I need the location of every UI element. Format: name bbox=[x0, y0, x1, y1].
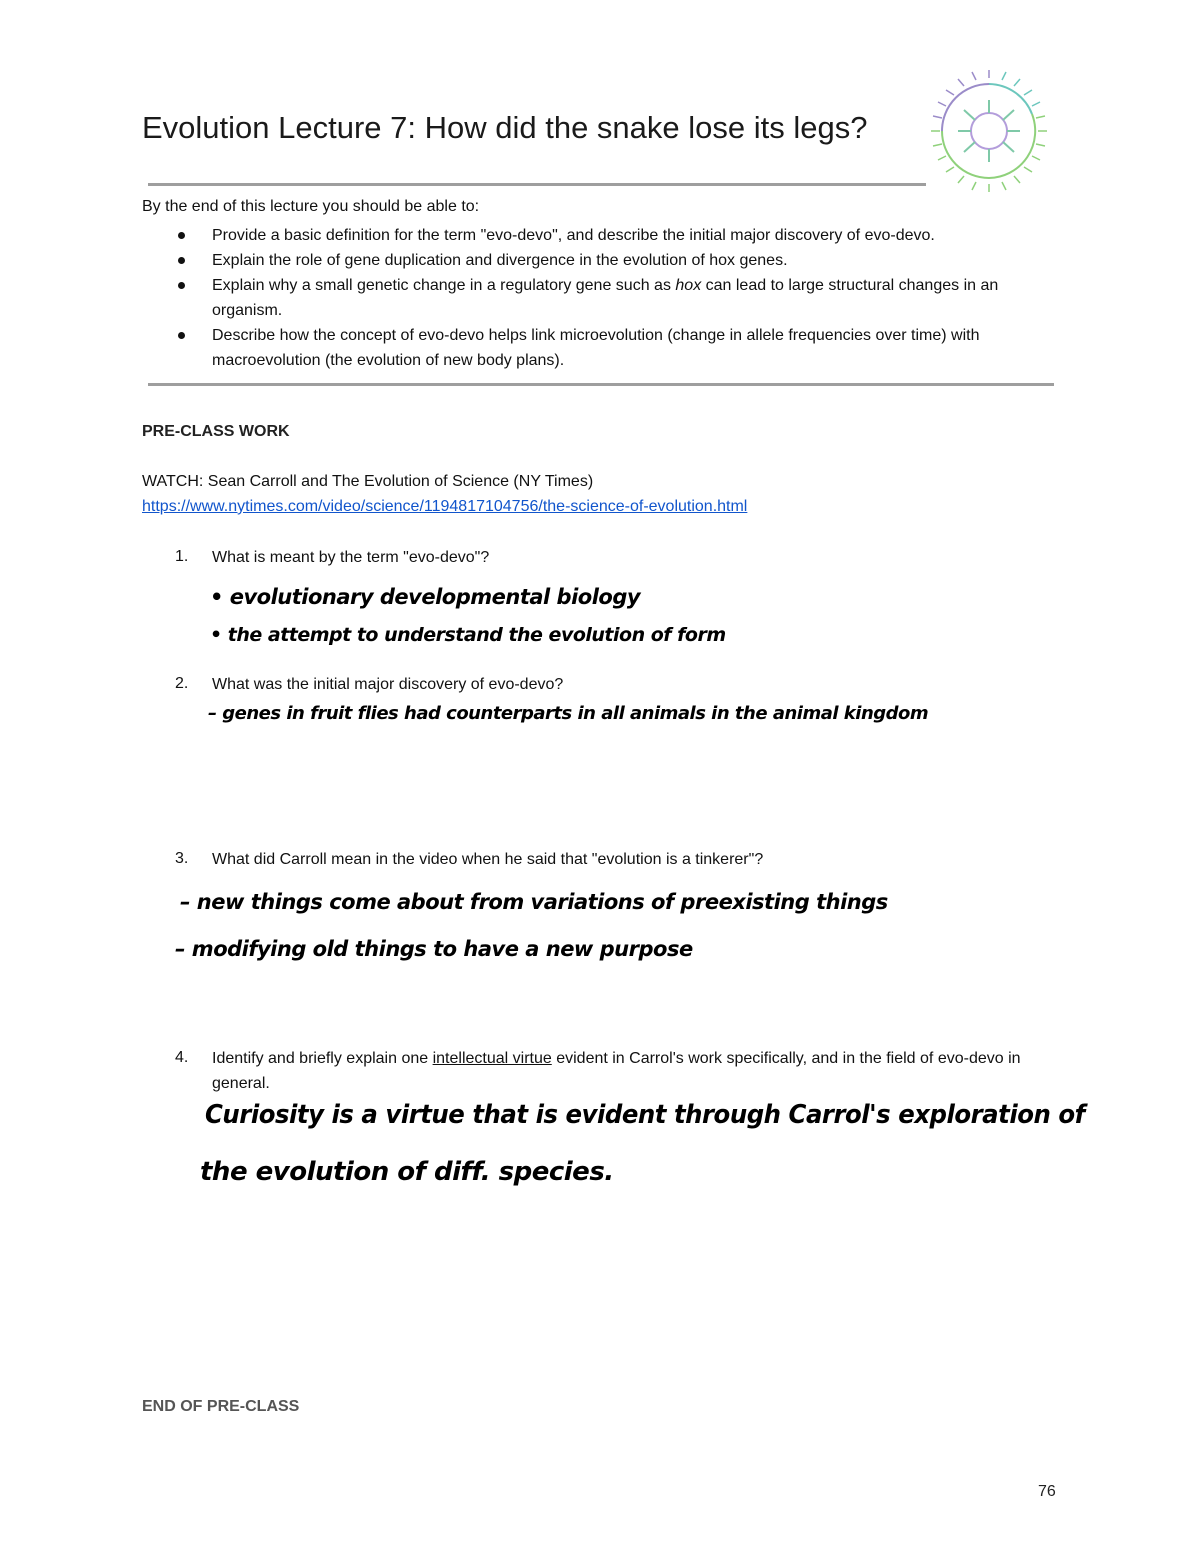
video-link[interactable]: https://www.nytimes.com/video/science/1194817104756/the-science-of-evolution.html bbox=[142, 498, 748, 515]
question-text: What is meant by the term "evo-devo"? bbox=[212, 549, 490, 566]
list-item bbox=[175, 323, 1065, 373]
page-title: Evolution Lecture 7: How did the snake lose its legs? bbox=[142, 110, 868, 145]
page-number: 76 bbox=[1038, 1483, 1056, 1500]
handwritten-answer: – new things come about from variations of preexisting things bbox=[180, 890, 888, 914]
objectives-intro: By the end of this lecture you should be able to: bbox=[142, 198, 480, 215]
watch-label: WATCH: Sean Carroll and The Evolution of Science (NY Times) bbox=[142, 473, 594, 490]
header-divider bbox=[148, 183, 926, 186]
intellectual-virtue-term: intellectual virtue bbox=[432, 1050, 552, 1067]
objectives-divider bbox=[148, 383, 1054, 386]
list-item bbox=[175, 223, 1065, 248]
objective-text: Explain why a small genetic change in a regulatory gene such as bbox=[212, 277, 676, 294]
objectives-list bbox=[175, 223, 1065, 373]
question-text bbox=[212, 1046, 1052, 1096]
objective-text: Provide a basic definition for the term "evo-devo", and describe the initial major discovery of evo-devo. bbox=[212, 227, 935, 244]
handwritten-answer: • the attempt to understand the evolution of form bbox=[210, 624, 726, 646]
question-number: 1. bbox=[175, 548, 189, 565]
preclass-heading: PRE-CLASS WORK bbox=[142, 423, 290, 440]
question-text-part: Identify and briefly explain one bbox=[212, 1050, 433, 1067]
handwritten-answer: • evolutionary developmental biology bbox=[210, 585, 641, 609]
question-text-part: evident in Carrol's work specifically, and in the field of evo-devo in general. bbox=[212, 1050, 1021, 1092]
objective-emphasis: hox bbox=[675, 277, 702, 294]
question-text: What was the initial major discovery of evo-devo? bbox=[212, 676, 564, 693]
end-of-preclass-label: END OF PRE-CLASS bbox=[142, 1398, 300, 1415]
handwritten-answer: – genes in fruit flies had counterparts in all animals in the animal kingdom bbox=[208, 703, 929, 724]
phylogenetic-tree-logo bbox=[928, 70, 1050, 192]
objective-text: Describe how the concept of evo-devo helps link microevolution (change in allele frequencies over time) with macroevolution (the evolution of new body plans). bbox=[212, 327, 980, 369]
objective-text: Explain the role of gene duplication and divergence in the evolution of hox genes. bbox=[212, 252, 788, 269]
handwritten-answer: – modifying old things to have a new purpose bbox=[175, 937, 693, 961]
question-text: What did Carroll mean in the video when he said that "evolution is a tinkerer"? bbox=[212, 851, 764, 868]
list-item bbox=[175, 248, 1065, 273]
question-number: 3. bbox=[175, 850, 189, 867]
objective-text: can lead to large structural changes in an organism. bbox=[212, 277, 999, 319]
handwritten-answer: the evolution of diff. species. bbox=[200, 1157, 614, 1187]
handwritten-answer: Curiosity is a virtue that is evident through Carrol's exploration of bbox=[205, 1100, 1085, 1130]
question-number: 4. bbox=[175, 1049, 189, 1066]
list-item bbox=[175, 273, 1065, 323]
question-number: 2. bbox=[175, 675, 189, 692]
